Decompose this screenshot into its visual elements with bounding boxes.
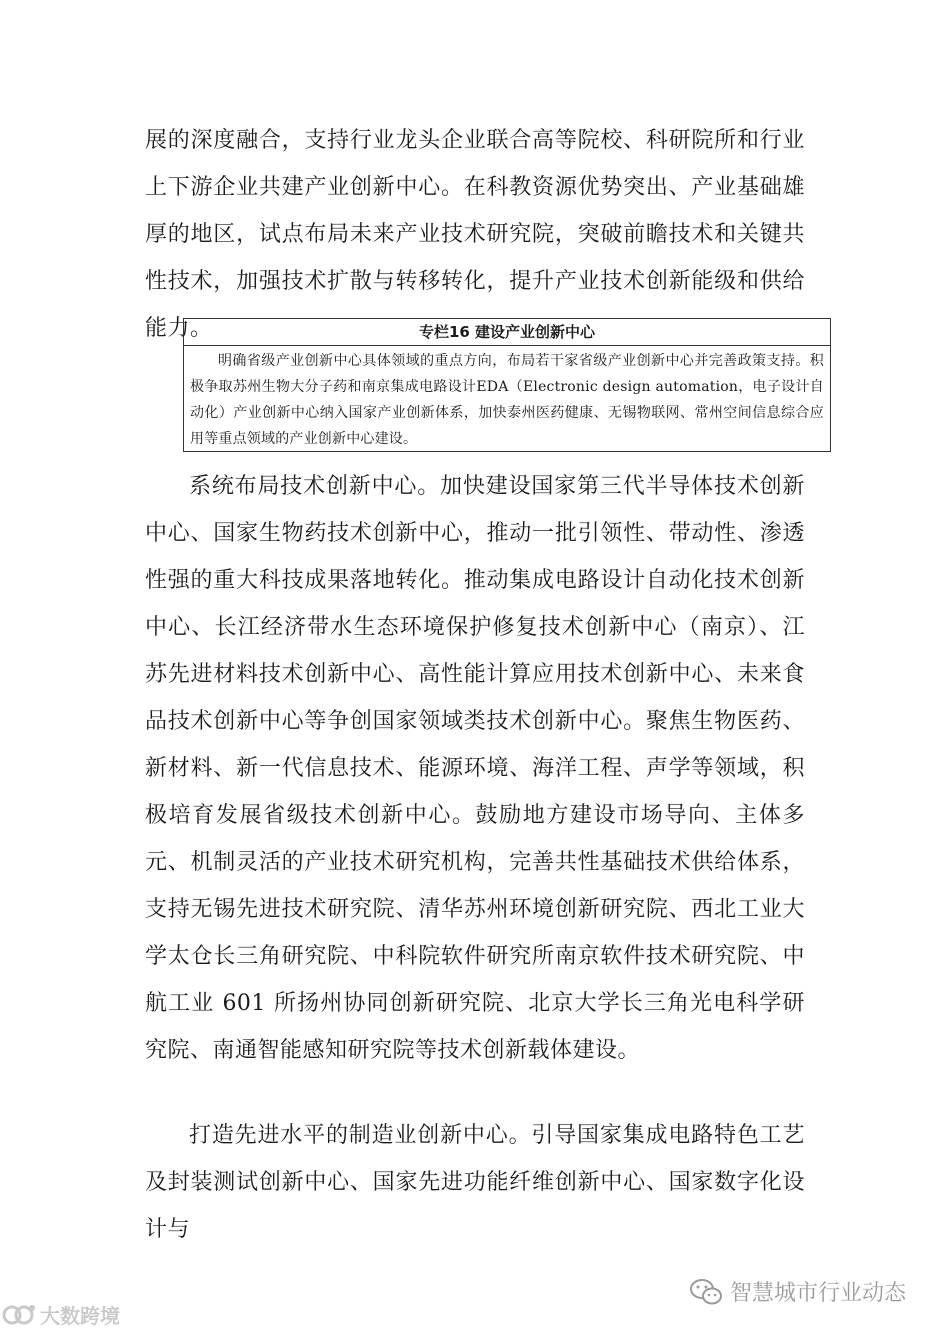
paragraph-innovation-centers: 展的深度融合，支持行业龙头企业联合高等院校、科研院所和行业上下游企业共建产业创新中心。在科教资源优势突出、产业基础雄厚的地区，试点布局未来产业技术研究院，突破前瞻技术和关键共性技术，加强技术扩散与转移转化，提升产业技术创新能级和供给能力。 — [145, 128, 805, 341]
watermark-right-text: 智慧城市行业动态 — [730, 1281, 907, 1306]
column-box-body: 明确省级产业创新中心具体领域的重点方向，布局若干家省级产业创新中心并完善政策支持。积极争取苏州生物大分子药和南京集成电路设计EDA（Electronic design automation，电子设计自动化）产业创新中心纳入国家产业创新体系，加快泰州医药健康、无锡物联网、常州空间信息综合应用等重点领域的产业创新中心建设。 — [190, 353, 824, 447]
watermark-left — [2, 1300, 120, 1329]
watermark-right — [690, 1276, 906, 1307]
column-box-16 — [183, 318, 831, 452]
watermark-left-text: 大数跨境 — [40, 1304, 120, 1328]
paragraph-manufacturing-centers: 打造先进水平的制造业创新中心。引导国家集成电路特色工艺及封装测试创新中心、国家先进功能纤维创新中心、国家数字化设计与 — [145, 1123, 805, 1242]
paragraph-tech-innovation-centers: 系统布局技术创新中心。加快建设国家第三代半导体技术创新中心、国家生物药技术创新中心，推动一批引领性、带动性、渗透性强的重大科技成果落地转化。推动集成电路设计自动化技术创新中心、长江经济带水生态环境保护修复技术创新中心（南京）、江苏先进材料技术创新中心、高性能计算应用技术创新中心、未来食品技术创新中心等争创国家领域类技术创新中心。聚焦生物医药、新材料、新一代信息技术、能源环境、海洋工程、声学等领域，积极培育发展省级技术创新中心。鼓励地方建设市场导向、主体多元、机制灵活的产业技术研究机构，完善共性基础技术供给体系，支持无锡先进技术研究院、清华苏州环境创新研究院、西北工业大学太仓长三角研究院、中科院软件研究所南京软件技术研究院、中航工业 601 所扬州协同创新研究院、北京大学长三角光电科学研究院、南通智能感知研究院等技术创新载体建设。 — [145, 474, 805, 1063]
brand-logo-icon — [2, 1302, 36, 1328]
column-box-title: 专栏16 建设产业创新中心 — [184, 319, 830, 346]
wechat-icon — [690, 1278, 722, 1306]
